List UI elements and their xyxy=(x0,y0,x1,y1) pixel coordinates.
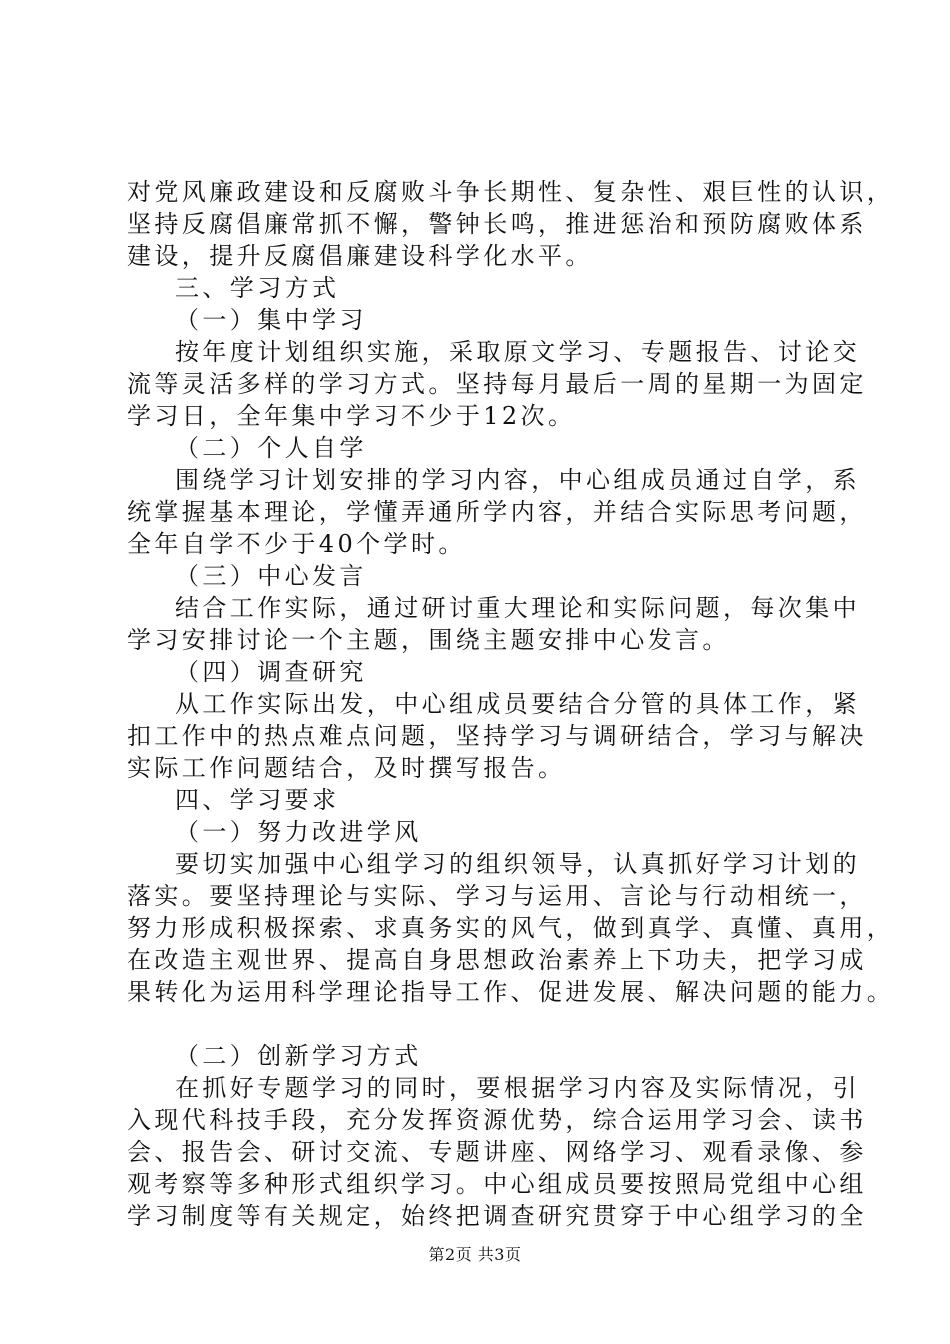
paragraph-first-line: 在抓好专题学习的同时，要根据学习内容及实际情况，引 xyxy=(175,1074,860,1102)
paragraph-first-line: 围绕学习计划安排的学习内容，中心组成员通过自学，系 xyxy=(175,466,860,494)
body-line: 学习安排讨论一个主题，围绕主题安排中心发言。 xyxy=(127,626,730,654)
body-line: 在改造主观世界、提高自身思想政治素养上下功夫，把学习成 xyxy=(127,946,867,974)
body-line: 会、报告会、研讨交流、专题讲座、网络学习、观看录像、参 xyxy=(127,1138,867,1166)
body-line: 学习日，全年集中学习不少于12次。 xyxy=(127,402,576,430)
body-line: 果转化为运用科学理论指导工作、促进发展、解决问题的能力。 xyxy=(127,978,895,1006)
body-line: 落实。要坚持理论与实际、学习与运用、言论与行动相统一， xyxy=(127,882,867,910)
body-line: 学习制度等有关规定，始终把调查研究贯穿于中心组学习的全 xyxy=(127,1202,867,1230)
section-heading: 三、学习方式 xyxy=(175,274,340,302)
subsection-heading: （三）中心发言 xyxy=(175,562,367,590)
paragraph-gap xyxy=(127,1008,827,1040)
body-line: 流等灵活多样的学习方式。坚持每月最后一周的星期一为固定 xyxy=(127,370,867,398)
body-line: 实际工作问题结合，及时撰写报告。 xyxy=(127,754,566,782)
body-line: 全年自学不少于40个学时。 xyxy=(127,530,466,558)
body-line: 扣工作中的热点难点问题，坚持学习与调研结合，学习与解决 xyxy=(127,722,867,750)
subsection-heading: （二）个人自学 xyxy=(175,434,367,462)
body-line: 统掌握基本理论，学懂弄通所学内容，并结合实际思考问题， xyxy=(127,498,867,526)
subsection-heading: （一）集中学习 xyxy=(175,306,367,334)
subsection-heading: （二）创新学习方式 xyxy=(175,1042,422,1070)
body-line: 建设，提升反腐倡廉建设科学化水平。 xyxy=(127,242,593,270)
paragraph-first-line: 从工作实际出发，中心组成员要结合分管的具体工作，紧 xyxy=(175,690,860,718)
paragraph-first-line: 结合工作实际，通过研讨重大理论和实际问题，每次集中 xyxy=(175,594,860,622)
body-line: 观考察等多种形式组织学习。中心组成员要按照局党组中心组 xyxy=(127,1170,867,1198)
document-body xyxy=(127,176,895,1232)
page-number-footer: 第2页 共3页 xyxy=(428,1245,522,1264)
section-heading: 四、学习要求 xyxy=(175,786,340,814)
body-line: 努力形成积极探索、求真务实的风气，做到真学、真懂、真用， xyxy=(127,914,895,942)
paragraph-first-line: 要切实加强中心组学习的组织领导，认真抓好学习计划的 xyxy=(175,850,860,878)
subsection-heading: （一）努力改进学风 xyxy=(175,818,422,846)
body-line: 入现代科技手段，充分发挥资源优势，综合运用学习会、读书 xyxy=(127,1106,867,1134)
subsection-heading: （四）调查研究 xyxy=(175,658,367,686)
body-line: 坚持反腐倡廉常抓不懈，警钟长鸣，推进惩治和预防腐败体系 xyxy=(127,210,867,238)
paragraph-first-line: 按年度计划组织实施，采取原文学习、专题报告、讨论交 xyxy=(175,338,860,366)
body-line: 对党风廉政建设和反腐败斗争长期性、复杂性、艰巨性的认识， xyxy=(127,178,895,206)
